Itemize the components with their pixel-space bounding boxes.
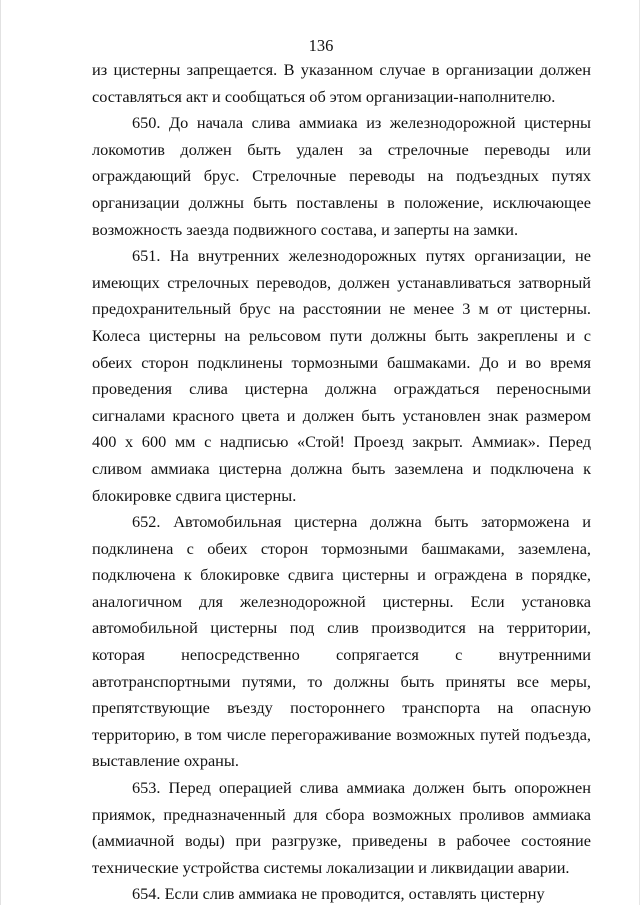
paragraph-650: 650. До начала слива аммиака из железнодорожной цистерны локомотив должен быть удален за стрелочные переводы или ограждающий брус. Стрелочные переводы на подъездных путях организации должны быть поставлены в положение, исключающее возможность заезда подвижного состава, и заперты на замки. [92, 113, 591, 239]
paragraph-654: 654. Если слив аммиака не проводится, оставлять цистерну [132, 884, 545, 904]
paragraph-652: 652. Автомобильная цистерна должна быть заторможена и подклинена с обеих сторон тормозными башмаками, заземлена, подключена к блокировке сдвига цистерны и ограждена в порядке, аналогичном для железнодорожной цистерны. Если установка автомобильной цистерны под слив производится на территории, которая непосредственно сопрягается с внутренними автотранспортными путями, то должны быть приняты все меры, препятствующие въезду постороннего транспорта на опасную территорию, в том числе перегораживание возможных путей подъезда, выставление охраны. [92, 512, 591, 771]
document-body [92, 57, 591, 908]
page-number: 136 [308, 36, 334, 55]
paragraph-653: 653. Перед операцией слива аммиака должен быть опорожнен приямок, предназначенный для сбора возможных проливов аммиака (аммиачной воды) при разгрузке, приведены в рабочее состояние технические устройства системы локализации и ликвидации аварии. [92, 778, 591, 877]
paragraph-651: 651. На внутренних железнодорожных путях организации, не имеющих стрелочных переводов, должен устанавливаться затворный предохранительный брус на расстоянии не менее 3 м от цистерны. Колеса цистерны на рельсовом пути должны быть закреплены и с обеих сторон подклинены тормозными башмаками. До и во время проведения слива цистерна должна ограждаться переносными сигналами красного цвета и должен быть установлен знак размером 400 х 600 мм с надписью «Стой! Проезд закрыт. Аммиак». Перед сливом аммиака цистерна должна быть заземлена и подключена к блокировке сдвига цистерны. [92, 246, 591, 505]
paragraph-continuation: из цистерны запрещается. В указанном случае в организации должен составляться акт и сообщаться об этом организации-наполнителю. [92, 60, 591, 106]
